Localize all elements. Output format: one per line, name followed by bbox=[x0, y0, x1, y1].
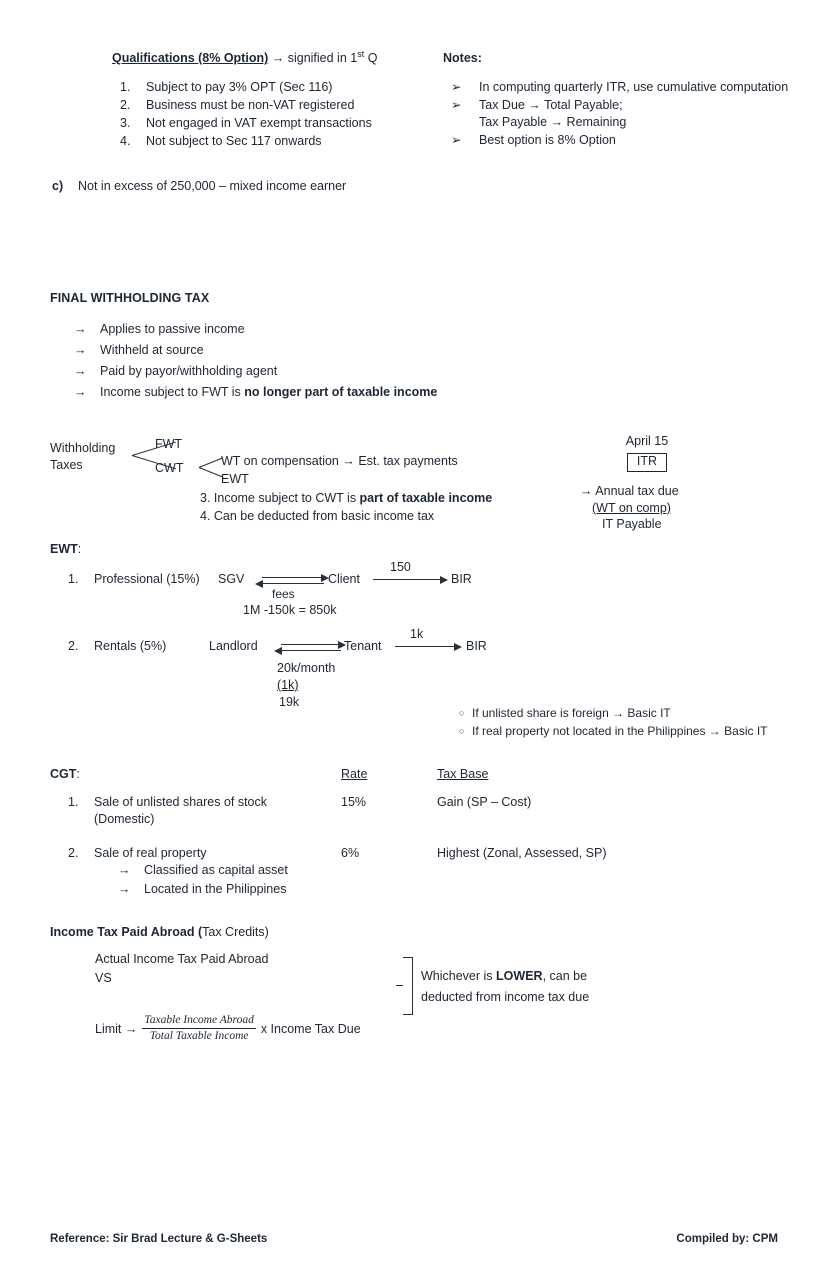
itr-wt-on-comp-wrap bbox=[580, 500, 742, 517]
ewt-diagram-2 bbox=[209, 627, 499, 709]
lower-note-bold: LOWER bbox=[496, 969, 543, 983]
cgt-row-1-tax-base: Gain (SP – Cost) bbox=[437, 795, 532, 809]
tree-branch-cwt: CWT bbox=[155, 461, 184, 475]
list-item bbox=[74, 384, 650, 401]
tax-credits-heading bbox=[50, 924, 269, 941]
qualifications-title-sup: st bbox=[357, 48, 365, 59]
ewt-computation-1: 1M -150k = 850k bbox=[243, 603, 337, 617]
ewt-arrow-2-line bbox=[373, 579, 443, 580]
item-c-row bbox=[52, 178, 552, 195]
footer-reference: Reference: Sir Brad Lecture & G-Sheets bbox=[50, 1233, 268, 1245]
list-item-number: 4. bbox=[120, 133, 131, 148]
list-item bbox=[451, 132, 813, 149]
list-item-label: Tax Due → Total Payable; bbox=[479, 97, 623, 112]
list-item-label: Not subject to Sec 117 onwards bbox=[146, 133, 322, 148]
cgt-heading-colon: : bbox=[76, 767, 80, 781]
ewt-node-client: Client bbox=[328, 572, 360, 586]
cgt-row-1-desc-line1: Sale of unlisted shares of stock bbox=[94, 795, 268, 809]
list-item-number: 2. bbox=[68, 846, 79, 860]
list-item bbox=[120, 79, 442, 96]
list-item-label: Business must be non-VAT registered bbox=[146, 97, 355, 112]
chevron-bullet-icon: ➢ bbox=[451, 79, 462, 94]
tree-root-line2: Taxes bbox=[50, 457, 83, 472]
list-item-label: Applies to passive income bbox=[100, 321, 245, 336]
ewt-arrow-2-head bbox=[440, 576, 448, 584]
qualifications-title-line bbox=[112, 50, 442, 67]
tax-credits-line-1: Actual Income Tax Paid Abroad bbox=[95, 952, 269, 966]
ewt-row-1-label: Professional (15%) bbox=[94, 572, 200, 586]
page-footer bbox=[50, 1232, 778, 1248]
qualifications-title-tail: Q bbox=[364, 51, 378, 65]
tree-sub-ewt: EWT bbox=[221, 472, 249, 486]
ewt-calc-line-3: 19k bbox=[279, 695, 300, 709]
list-item bbox=[451, 79, 813, 96]
lower-note-plain-1: Whichever is bbox=[421, 969, 497, 983]
arrow-right-icon: → bbox=[74, 321, 87, 336]
ewt-row-1-label-group bbox=[68, 571, 200, 588]
list-item-number: 1. bbox=[120, 79, 131, 94]
ewt-node-sgv: SGV bbox=[218, 572, 245, 586]
cgt-row-2-sublist bbox=[118, 862, 398, 898]
list-item-label: Income subject to FWT is bbox=[100, 384, 245, 399]
item-c-label: Not in excess of 250,000 – mixed income earner bbox=[78, 179, 347, 193]
arrow-right-icon: → bbox=[118, 881, 131, 896]
lower-note-bracket bbox=[403, 957, 413, 1015]
list-item-number: 3. bbox=[120, 115, 131, 130]
cgt-col-tax-base: Tax Base bbox=[437, 767, 489, 781]
arrow-right-icon: → bbox=[74, 384, 87, 399]
itr-box-wrap bbox=[552, 453, 742, 472]
tree-note-3-bold: part of taxable income bbox=[359, 491, 493, 505]
list-item-label: Withheld at source bbox=[100, 342, 204, 357]
itr-lines bbox=[552, 483, 742, 534]
ewt-arrow-3-top-line bbox=[281, 644, 341, 645]
circle-bullet-icon: ○ bbox=[459, 708, 465, 718]
ewt-row-2 bbox=[68, 638, 166, 655]
list-item-label-emphasis: no longer part of taxable income bbox=[244, 384, 438, 399]
tree-subbranch-lower-line bbox=[199, 467, 223, 478]
cgt-row-2-desc-line1: Sale of real property bbox=[94, 846, 207, 860]
ewt-arrow-1-head-left bbox=[255, 580, 263, 588]
list-item-number: 2. bbox=[120, 97, 131, 112]
qualifications-title: Qualifications (8% Option) bbox=[112, 51, 269, 65]
cgt-row-1-desc-line2: (Domestic) bbox=[94, 811, 155, 826]
ewt-amount-1: 150 bbox=[390, 560, 411, 574]
ewt-arrow-1-top-line bbox=[262, 577, 324, 578]
cgt-row-2-desc bbox=[68, 845, 333, 862]
tree-note-3 bbox=[200, 490, 492, 507]
ewt-calc-line-1: 20k/month bbox=[277, 661, 336, 675]
cgt-row-2-rate: 6% bbox=[341, 846, 360, 860]
lower-note-plain-2: , can be bbox=[542, 969, 588, 983]
chevron-bullet-icon: ➢ bbox=[451, 132, 462, 147]
tax-credits-fraction bbox=[142, 1013, 255, 1044]
list-item-label: Subject to pay 3% OPT (Sec 116) bbox=[146, 79, 333, 94]
tree-note-4: 4. Can be deducted from basic income tax bbox=[200, 509, 435, 523]
tax-credits-line-2: VS bbox=[95, 970, 112, 985]
list-item-label: Paid by payor/withholding agent bbox=[100, 363, 278, 378]
ewt-row-2-label: Rentals (5%) bbox=[94, 639, 167, 653]
list-item-label: Best option is 8% Option bbox=[479, 132, 616, 147]
tree-branch-fwt: FWT bbox=[155, 437, 183, 451]
withholding-taxes-tree bbox=[50, 438, 550, 528]
ewt-arrow-4-line bbox=[395, 646, 457, 647]
notes-title: Notes: bbox=[443, 51, 482, 65]
ewt-arrow-1-label: fees bbox=[272, 587, 295, 601]
cgt-side-notes bbox=[459, 705, 799, 739]
ewt-heading-label: EWT bbox=[50, 542, 78, 556]
cgt-row-1-desc bbox=[68, 794, 333, 828]
cgt-heading-label: CGT bbox=[50, 767, 77, 781]
notes-block bbox=[443, 50, 813, 149]
itr-block bbox=[552, 433, 742, 533]
list-item bbox=[120, 133, 442, 150]
tax-credits-limit-label: Limit → bbox=[95, 1021, 138, 1036]
chevron-bullet-icon: ➢ bbox=[451, 97, 462, 112]
tax-credits-heading-bold: Income Tax Paid Abroad ( bbox=[50, 925, 203, 939]
cgt-row-1-desc-group bbox=[94, 794, 267, 828]
list-item-number: 1. bbox=[68, 795, 79, 809]
cgt-row-2-tax-base: Highest (Zonal, Assessed, SP) bbox=[437, 846, 607, 860]
tree-sub-wt-compensation: WT on compensation → Est. tax payments bbox=[221, 454, 458, 468]
tree-root-label bbox=[50, 440, 115, 474]
tax-credits-body bbox=[95, 951, 415, 1045]
ewt-node-bir: BIR bbox=[451, 572, 472, 586]
list-item bbox=[120, 97, 442, 114]
list-item-label-secondary: Tax Payable → Remaining bbox=[479, 114, 627, 129]
list-item-label: If unlisted share is foreign → Basic IT bbox=[472, 706, 671, 720]
ewt-calc-line-2: (1k) bbox=[277, 678, 299, 692]
list-item-label: In computing quarterly ITR, use cumulative computation bbox=[479, 79, 789, 94]
ewt-node-landlord: Landlord bbox=[209, 639, 258, 653]
fraction-denominator: Total Taxable Income bbox=[142, 1028, 255, 1043]
tax-credits-fraction-tail: x Income Tax Due bbox=[260, 1021, 361, 1036]
list-item bbox=[118, 881, 398, 898]
circle-bullet-icon: ○ bbox=[459, 726, 465, 737]
ewt-arrow-3-bottom-line bbox=[281, 650, 341, 651]
fwt-list bbox=[50, 321, 650, 401]
list-item bbox=[459, 723, 799, 739]
list-item-label: Not engaged in VAT exempt transactions bbox=[146, 115, 372, 130]
tree-subbranch-upper-line bbox=[199, 458, 223, 469]
ewt-row-1 bbox=[68, 571, 200, 588]
ewt-arrow-3-head-left bbox=[274, 647, 282, 655]
cgt-heading bbox=[50, 766, 80, 783]
qualifications-block bbox=[112, 50, 442, 150]
item-c-marker: c) bbox=[52, 179, 64, 193]
lower-note-line-1 bbox=[421, 968, 711, 985]
itr-wt-on-comp: (WT on comp) bbox=[592, 500, 671, 515]
tax-credits-limit-row bbox=[95, 1014, 415, 1045]
itr-annual-tax-due: → Annual tax due bbox=[580, 483, 679, 498]
list-item bbox=[74, 342, 650, 359]
lower-note-bracket-nub bbox=[396, 985, 403, 986]
cgt-col-rate: Rate bbox=[341, 767, 368, 781]
tax-credits-heading-rest: Tax Credits) bbox=[202, 925, 269, 939]
list-item bbox=[459, 705, 799, 721]
tree-note-3-plain: 3. Income subject to CWT is bbox=[200, 491, 360, 505]
qualifications-title-suffix: signified in 1 bbox=[284, 51, 358, 65]
ewt-arrow-1-bottom-line bbox=[262, 583, 324, 584]
lower-note-line-2: deducted from income tax due bbox=[421, 989, 590, 1004]
ewt-heading bbox=[50, 541, 81, 558]
list-item-label: If real property not located in the Philippines → Basic IT bbox=[472, 724, 768, 739]
fwt-heading: FINAL WITHHOLDING TAX bbox=[50, 291, 210, 305]
list-item-label: Classified as capital asset bbox=[144, 863, 288, 877]
lower-note bbox=[421, 968, 711, 1006]
cgt-row-1-rate: 15% bbox=[341, 795, 367, 809]
list-item-number: 2. bbox=[68, 639, 79, 653]
ewt-amount-2: 1k bbox=[410, 627, 424, 641]
list-item bbox=[74, 321, 650, 338]
footer-compiled-by: Compiled by: CPM bbox=[676, 1233, 778, 1245]
ewt-node-tenant: Tenant bbox=[344, 639, 382, 653]
qualifications-arrow-icon: → bbox=[271, 51, 285, 65]
list-item bbox=[120, 115, 442, 132]
ewt-heading-colon: : bbox=[77, 542, 82, 556]
ewt-row-2-label-group bbox=[68, 638, 166, 655]
arrow-right-icon: → bbox=[74, 342, 87, 357]
itr-date: April 15 bbox=[625, 434, 669, 448]
itr-payable: IT Payable bbox=[602, 517, 662, 532]
list-item-number: 1. bbox=[68, 572, 79, 586]
qualifications-list bbox=[112, 79, 442, 150]
ewt-diagram-1 bbox=[218, 560, 498, 617]
list-item bbox=[118, 862, 398, 879]
list-item bbox=[74, 363, 650, 380]
list-item-label: Located in the Philippines bbox=[144, 881, 287, 896]
fraction-numerator: Taxable Income Abroad bbox=[144, 1013, 254, 1026]
tree-root-line1: Withholding bbox=[50, 441, 116, 455]
arrow-right-icon: → bbox=[74, 363, 87, 378]
list-item bbox=[451, 97, 813, 131]
list-item-label-group bbox=[479, 97, 626, 131]
ewt-arrow-4-head bbox=[454, 643, 462, 651]
ewt-node-bir-2: BIR bbox=[466, 639, 487, 653]
arrow-right-icon: → bbox=[118, 863, 131, 877]
list-item-label-group bbox=[100, 384, 437, 401]
fwt-section bbox=[50, 290, 650, 404]
itr-box-label: ITR bbox=[627, 453, 667, 472]
notes-list bbox=[443, 79, 813, 149]
